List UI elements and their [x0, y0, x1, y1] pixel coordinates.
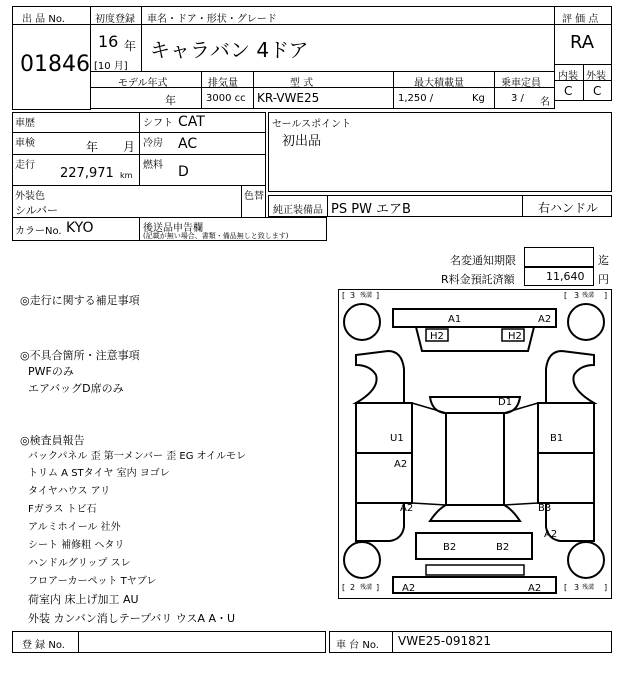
back-door	[416, 533, 532, 559]
inspector-line: Fガラス トビ石	[28, 504, 97, 515]
color-change-label: 色替	[244, 191, 264, 202]
color: シルバー	[15, 204, 58, 217]
damage-mark: U1	[390, 433, 404, 444]
right-side-front	[538, 403, 594, 453]
svg-text:[: [	[564, 291, 568, 300]
max-load-unit: Kg	[472, 93, 485, 104]
rear-window	[430, 505, 520, 521]
svg-text:残溝: 残溝	[360, 292, 373, 299]
color-label: 外装色	[15, 191, 45, 202]
tire-bl-depth: 2	[350, 583, 356, 592]
svg-text:]: ]	[376, 291, 380, 300]
sales-point-label: セールスポイント	[272, 119, 352, 130]
damage-mark: B3	[538, 503, 552, 514]
year-unit: 年	[124, 39, 137, 53]
damage-mark: A1	[448, 314, 462, 325]
svg-text:]: ]	[604, 583, 608, 592]
capacity: 3 /	[511, 93, 524, 104]
displacement-label: 排気量	[208, 78, 238, 89]
right-front-fender	[546, 351, 594, 403]
equipment-label: 純正装備品	[273, 205, 323, 216]
inspector-line: ハンドルグリップ スレ	[28, 558, 131, 569]
damage-mark: A2	[538, 314, 552, 325]
damage-mark: B2	[443, 542, 457, 553]
left-front-fender	[356, 351, 404, 403]
handle: 右ハンドル	[538, 201, 599, 215]
inspector-line: 外装 カンバン消しテープバリ ウスA A・U	[28, 612, 236, 625]
inspector-line: 荷室内 床上げ加工 AU	[28, 593, 139, 606]
equipment: PS PW エアB	[331, 202, 411, 217]
recycle-unit: 円	[598, 273, 609, 286]
recycle-amount: 11,640	[546, 270, 585, 283]
svg-text:残溝: 残溝	[360, 584, 373, 591]
color-no-label: カラーNo.	[15, 226, 62, 237]
lot-no: 01846	[20, 52, 90, 77]
damage-mark: A2	[544, 529, 558, 540]
inspector-line: フロアーカーペット Tヤブレ	[28, 576, 157, 587]
model-label: 型 式	[290, 78, 314, 89]
right-side-rear	[538, 453, 594, 503]
inspection-label: 車検	[15, 138, 35, 149]
model-year-unit: 年	[165, 94, 176, 107]
first-reg-month: [10 月]	[94, 61, 128, 72]
mileage: 227,971	[60, 166, 114, 181]
ac-label: 冷房	[143, 138, 163, 149]
left-side-front	[356, 403, 412, 453]
inspection-month: 月	[123, 140, 136, 154]
tire-front-left	[344, 304, 380, 340]
svg-text:[: [	[342, 583, 346, 592]
model: KR-VWE25	[257, 91, 320, 105]
shift: CAT	[178, 114, 205, 130]
aftermarket-label: 後送品申告欄	[143, 223, 203, 234]
left-rear-quarter	[356, 503, 404, 541]
tire-front-right	[568, 304, 604, 340]
ac: AC	[178, 136, 198, 152]
first-reg-year: 16	[98, 32, 119, 51]
tire-rear-left	[344, 542, 380, 578]
name-change-label: 名変通知期限	[450, 254, 516, 267]
lot-no-label: 出 品 No.	[22, 14, 65, 25]
interior-label: 内装	[558, 71, 578, 82]
capacity-label: 乗車定員	[501, 78, 541, 89]
first-reg-label: 初度登録	[95, 14, 135, 25]
damage-mark: A2	[528, 583, 542, 594]
damage-mark: H2	[508, 331, 522, 342]
chassis-no: VWE25-091821	[398, 634, 492, 648]
inspection-year: 年	[86, 140, 99, 154]
mileage-label: 走行	[15, 160, 35, 171]
tire-br-depth: 3	[574, 583, 580, 592]
shift-label: シフト	[143, 118, 173, 129]
name-change-unit: 迄	[598, 254, 609, 267]
damage-mark: D1	[498, 397, 513, 408]
car-name: キャラバン 4ドア	[150, 38, 309, 62]
car-name-label: 車名・ドア・形状・グレード	[147, 14, 277, 25]
svg-text:[: [	[564, 583, 568, 592]
damage-mark: A2	[402, 583, 416, 594]
defect-line: PWFのみ	[28, 365, 74, 378]
name-change-box	[524, 247, 594, 267]
inspector-line: バックパネル 歪 第一メンバー 歪 EG オイルモレ	[28, 451, 247, 462]
damage-mark: H2	[430, 331, 444, 342]
history-label: 車歴	[15, 118, 35, 129]
damage-mark: A2	[394, 459, 408, 470]
tire-rear-right	[568, 542, 604, 578]
model-year-label: モデル年式	[118, 78, 168, 89]
mileage-unit: km	[120, 171, 133, 180]
svg-text:残溝: 残溝	[582, 584, 595, 591]
roof	[446, 413, 504, 505]
car-diagram	[338, 289, 612, 599]
exterior: C	[593, 84, 602, 98]
chassis-label: 車 台 No.	[336, 640, 379, 651]
spec-value-row	[90, 87, 555, 109]
inspector-line: トリム A STタイヤ 室内 ヨゴレ	[28, 468, 170, 479]
defect-title: ◎不具合箇所・注意事項	[20, 349, 140, 362]
displacement: 3000 cc	[206, 93, 246, 104]
fuel-label: 燃料	[143, 160, 163, 171]
capacity-unit: 名	[540, 97, 550, 108]
inspector-line: アルミホイール 社外	[28, 522, 121, 533]
inspector-line: シート 補修粗 ヘタリ	[28, 540, 125, 551]
driving-title: ◎走行に関する補足事項	[20, 294, 140, 307]
rating: RA	[570, 32, 595, 53]
damage-mark: B2	[496, 542, 510, 553]
tire-tl-depth: 3	[350, 291, 356, 300]
aftermarket-note: (記載が無い場合、書類・備品無しと致します)	[143, 232, 289, 240]
svg-text:[: [	[342, 291, 346, 300]
recycle-label: R料金預託済額	[441, 273, 515, 286]
front-bumper	[393, 309, 556, 327]
fuel: D	[178, 164, 189, 180]
reg-no-label: 登 録 No.	[22, 640, 65, 651]
rating-label: 評 価 点	[562, 14, 599, 25]
defect-line: エアバッグD席のみ	[28, 382, 124, 395]
sales-point: 初出品	[282, 134, 322, 149]
damage-mark: A2	[400, 503, 414, 514]
exterior-label: 外装	[586, 71, 606, 82]
max-load-label: 最大積載量	[414, 78, 464, 89]
tire-tr-depth: 3	[574, 291, 580, 300]
inspector-title: ◎検査員報告	[20, 434, 85, 447]
svg-text:残溝: 残溝	[582, 292, 595, 299]
max-load: 1,250 /	[398, 93, 434, 104]
interior: C	[564, 84, 573, 98]
svg-text:]: ]	[376, 583, 380, 592]
svg-text:]: ]	[604, 291, 608, 300]
color-no: KYO	[66, 220, 94, 236]
inspector-line: タイヤハウス アリ	[28, 486, 111, 497]
damage-mark: B1	[550, 433, 564, 444]
